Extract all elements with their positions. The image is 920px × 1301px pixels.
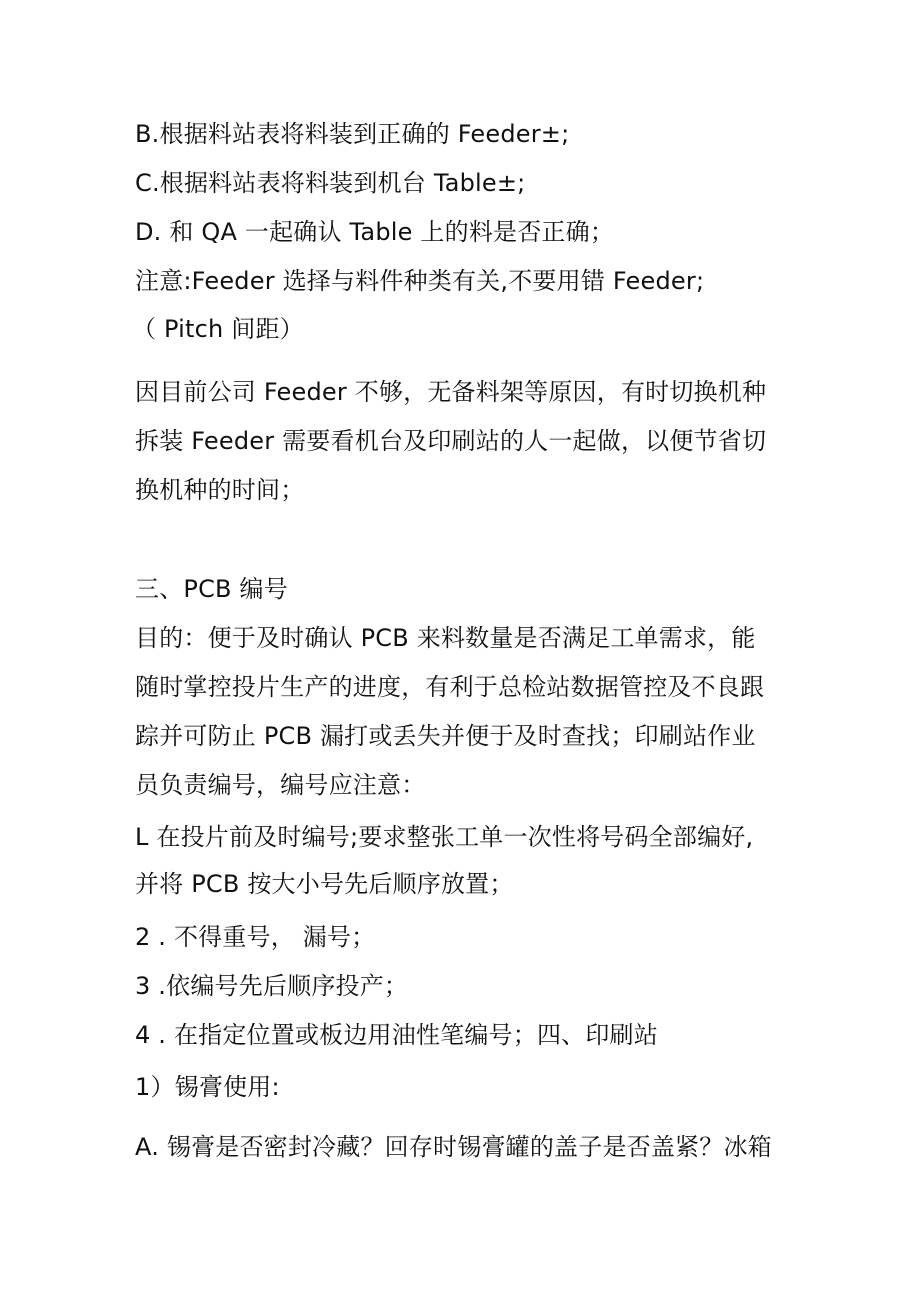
list-item-1-line-2: 并将 PCB 按大小号先后顺序放置； xyxy=(135,870,514,898)
list-item-2: 2 . 不得重号， 漏号； xyxy=(135,923,376,951)
text-line-feeder-load: B.根据料站表将料装到正确的 Feeder±; xyxy=(135,120,570,148)
list-item-4: 4 . 在指定位置或板边用油性笔编号；四、印刷站 xyxy=(135,1021,658,1049)
paragraph-line-1: 因目前公司 Feeder 不够，无备料架等原因，有时切换机种 xyxy=(135,378,767,406)
text-line-table-load: C.根据料站表将料装到机台 Table±; xyxy=(135,169,526,197)
item-a-solder-paste: A. 锡膏是否密封冷藏？回存时锡膏罐的盖子是否盖紧？冰箱 xyxy=(135,1133,772,1161)
purpose-line-1: 目的：便于及时确认 PCB 来料数量是否满足工单需求，能 xyxy=(135,624,756,652)
paragraph-line-2: 拆装 Feeder 需要看机台及印刷站的人一起做，以便节省切 xyxy=(135,427,767,455)
subheading-solder-paste: 1）锡膏使用: xyxy=(135,1073,280,1101)
list-item-3: 3 .依编号先后顺序投产； xyxy=(135,972,409,1000)
text-line-qa-confirm: D. 和 QA 一起确认 Table 上的料是否正确； xyxy=(135,218,615,246)
section-heading-pcb: 三、PCB 编号 xyxy=(135,575,288,603)
list-item-1-line-1: L 在投片前及时编号;要求整张工单一次性将号码全部编好, xyxy=(135,823,754,851)
purpose-line-3: 踪并可防止 PCB 漏打或丢失并便于及时查找；印刷站作业 xyxy=(135,722,756,750)
purpose-line-4: 员负责编号，编号应注意： xyxy=(135,771,426,799)
paragraph-line-3: 换机种的时间； xyxy=(135,476,305,504)
purpose-line-2: 随时掌控投片生产的进度，有利于总检站数据管控及不良跟 xyxy=(135,673,765,701)
text-line-pitch: （ Pitch 间距） xyxy=(132,315,304,343)
text-line-feeder-note: 注意:Feeder 选择与料件种类有关,不要用错 Feeder; xyxy=(135,267,705,295)
